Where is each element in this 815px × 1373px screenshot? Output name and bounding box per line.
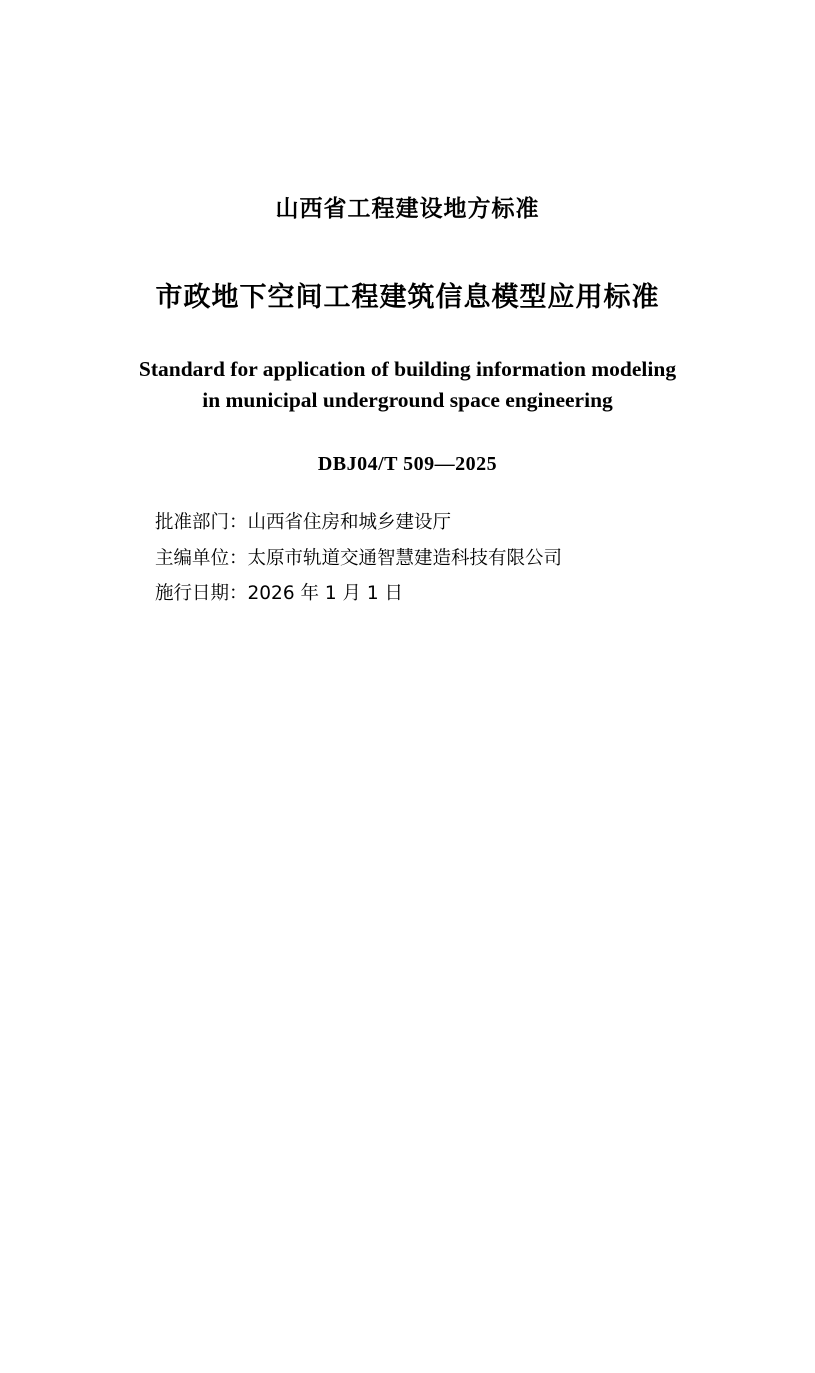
standard-series-heading: 山西省工程建设地方标准 bbox=[275, 196, 540, 222]
chief-editor-value: 太原市轨道交通智慧建造科技有限公司 bbox=[247, 547, 563, 569]
approval-label: 批准部门： bbox=[155, 512, 248, 534]
standard-code: DBJ04/T 509—2025 bbox=[317, 453, 498, 476]
english-title-line-1: Standard for application of building information modeling bbox=[138, 357, 677, 381]
english-title bbox=[0, 354, 815, 415]
metadata-row-effective-date bbox=[155, 585, 815, 604]
effective-date-value: 2026 年 1 月 1 日 bbox=[247, 583, 404, 605]
document-cover-page bbox=[0, 190, 815, 1373]
chief-editor-label: 主编单位： bbox=[155, 547, 248, 569]
effective-date-label: 施行日期： bbox=[155, 583, 248, 605]
metadata-block bbox=[0, 514, 815, 604]
metadata-row-chief-editor bbox=[155, 547, 815, 569]
page-title: 市政地下空间工程建筑信息模型应用标准 bbox=[155, 282, 660, 313]
approval-value: 山西省住房和城乡建设厅 bbox=[247, 512, 452, 534]
metadata-row-approval bbox=[155, 514, 815, 533]
english-title-line-2: in municipal underground space engineering bbox=[202, 387, 613, 412]
